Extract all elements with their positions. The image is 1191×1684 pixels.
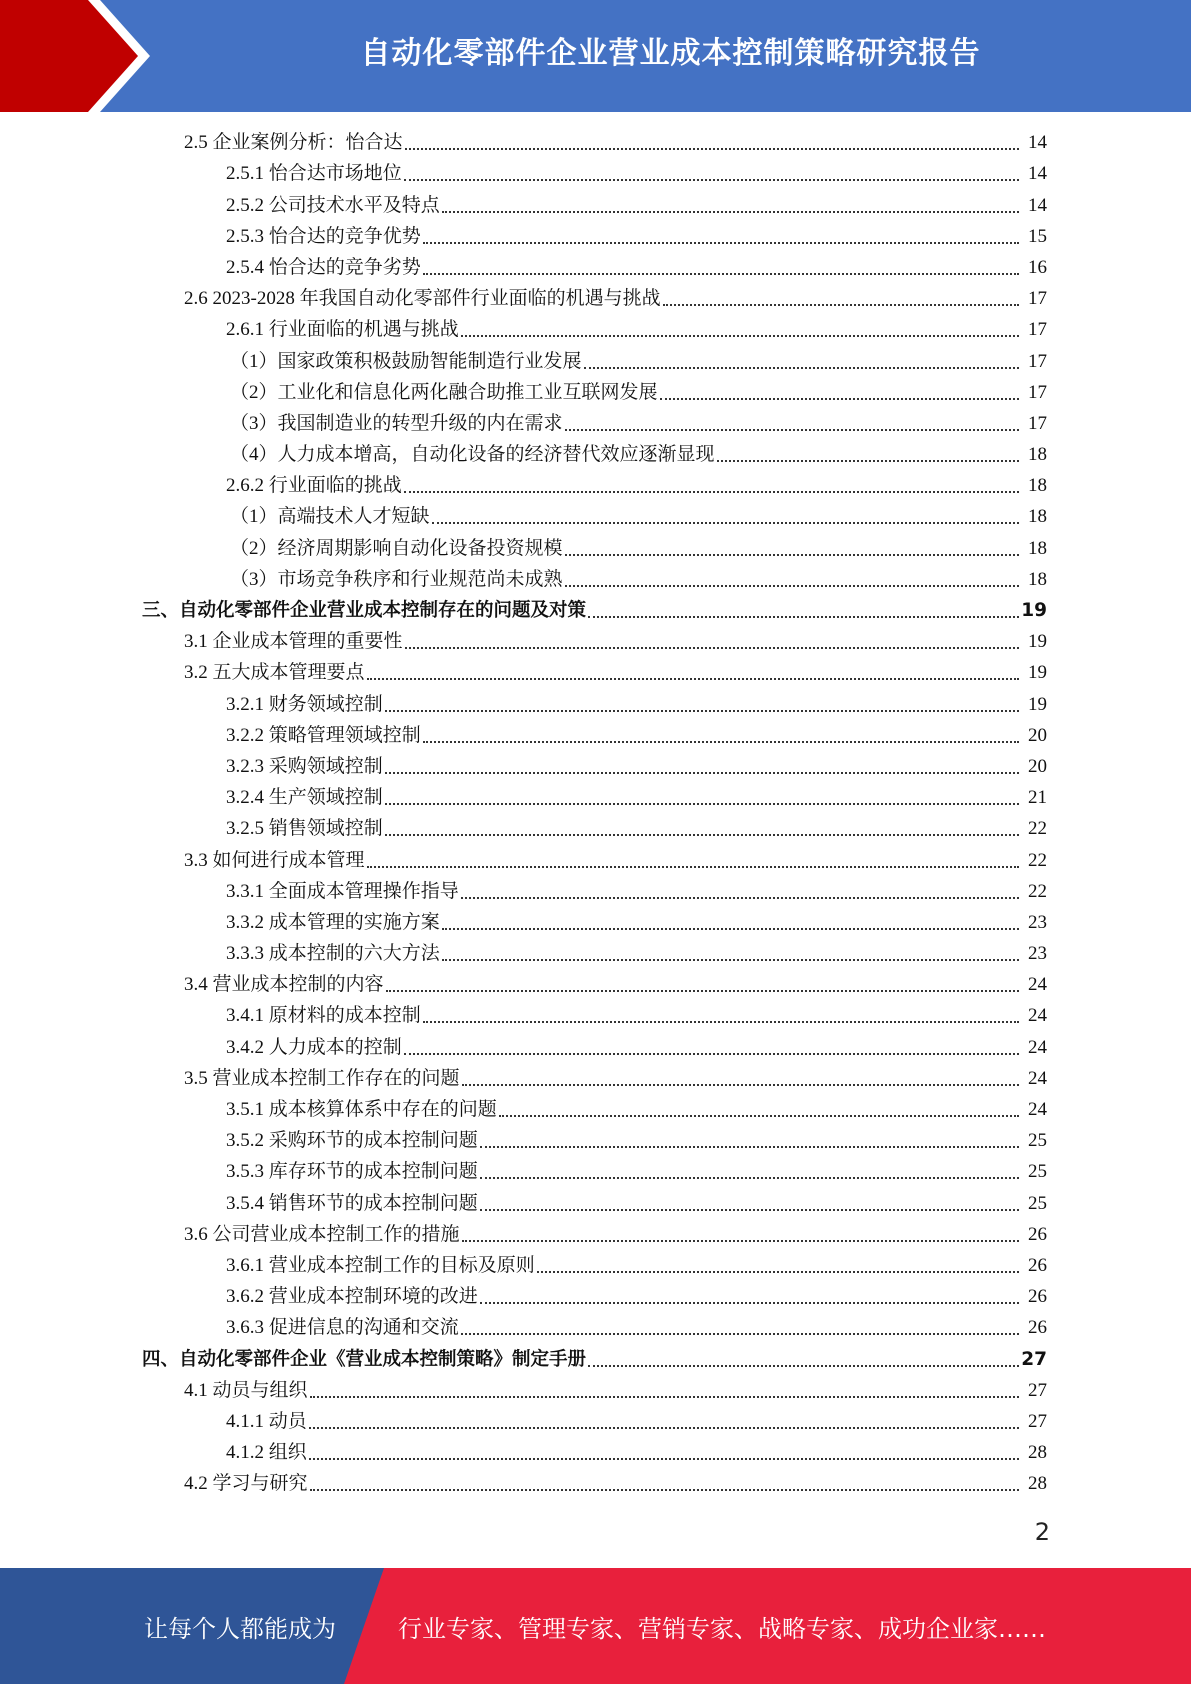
toc-entry-title: 4.1 动员与组织 [184,1379,308,1401]
toc-dot-leader [480,1146,1019,1148]
footer-slogan-right: 行业专家、管理专家、营销专家、战略专家、成功企业家…… [398,1614,1046,1643]
toc-entry-page: 18 [1028,568,1047,590]
toc-entry-title: 2.6.2 行业面临的挑战 [226,475,402,497]
toc-entry-page: 17 [1028,350,1047,372]
toc-entry[interactable] [0,253,1191,284]
toc-dot-leader [310,1396,1019,1398]
toc-dot-leader [588,616,1019,618]
toc-dot-leader [423,273,1019,275]
toc-entry-title: 2.5.4 怡合达的竞争劣势 [226,256,421,278]
toc-entry-title: 3.3.3 成本控制的六大方法 [226,943,440,965]
toc-entry[interactable] [0,565,1191,596]
toc-dot-leader [405,647,1019,649]
toc-dot-leader [423,1021,1019,1023]
toc-entry-title: 4.2 学习与研究 [184,1473,308,1495]
toc-entry-page: 17 [1028,319,1047,341]
toc-entry[interactable] [0,1157,1191,1188]
toc-entry-title: 3.3.1 全面成本管理操作指导 [226,880,459,902]
toc-entry-title: 3.6.1 营业成本控制工作的目标及原则 [226,1254,535,1276]
toc-entry[interactable] [0,1438,1191,1469]
toc-dot-leader [480,1302,1019,1304]
toc-entry-title: 2.6 2023-2028 年我国自动化零部件行业面临的机遇与挑战 [184,288,661,310]
toc-entry-page: 27 [1028,1379,1047,1401]
toc-dot-leader [432,522,1019,524]
toc-entry[interactable] [0,1407,1191,1438]
header-banner [0,0,1191,112]
toc-entry-page: 23 [1028,911,1047,933]
toc-entry[interactable] [0,440,1191,471]
toc-entry-page: 25 [1028,1130,1047,1152]
toc-dot-leader [480,1209,1019,1211]
toc-entry[interactable] [0,159,1191,190]
toc-entry-title: 3.5 营业成本控制工作存在的问题 [184,1067,460,1089]
toc-entry-page: 22 [1028,818,1047,840]
toc-dot-leader [404,1053,1019,1055]
toc-entry-page: 18 [1028,506,1047,528]
toc-entry[interactable] [0,533,1191,564]
toc-dot-leader [499,1115,1019,1117]
toc-dot-leader [442,211,1019,213]
toc-entry-title: （1）高端技术人才短缺 [230,506,430,528]
toc-entry[interactable] [0,1469,1191,1500]
toc-dot-leader [309,1458,1019,1460]
toc-entry-title: 3.6.3 促进信息的沟通和交流 [226,1317,459,1339]
toc-entry[interactable] [0,1032,1191,1063]
toc-dot-leader [423,741,1019,743]
toc-entry-page: 19 [1028,631,1047,653]
toc-entry[interactable] [0,1001,1191,1032]
toc-entry-title: 3.2.4 生产领域控制 [226,787,383,809]
toc-entry-title: （1）国家政策积极鼓励智能制造行业发展 [230,350,582,372]
toc-entry-page: 28 [1028,1442,1047,1464]
toc-entry-page: 22 [1028,849,1047,871]
toc-entry-page: 22 [1028,880,1047,902]
toc-dot-leader [663,304,1019,306]
toc-entry-title: 2.5.1 怡合达市场地位 [226,163,402,185]
toc-dot-leader [309,1427,1019,1429]
toc-dot-leader [565,429,1019,431]
toc-entry-title: 2.5.3 怡合达的竞争优势 [226,225,421,247]
toc-entry-page: 19 [1028,662,1047,684]
toc-entry-title: （2）工业化和信息化两化融合助推工业互联网发展 [230,381,658,403]
toc-entry-page: 17 [1028,381,1047,403]
toc-entry-page: 24 [1028,1099,1047,1120]
toc-entry[interactable] [0,845,1191,876]
toc-entry[interactable] [0,970,1191,1001]
toc-dot-leader [660,398,1019,400]
toc-entry[interactable] [0,1220,1191,1251]
toc-entry-title: 2.5.2 公司技术水平及特点 [226,194,440,216]
toc-entry-page: 15 [1028,225,1047,247]
toc-entry-title: 3.4.2 人力成本的控制 [226,1036,402,1058]
toc-entry-page: 27 [1028,1410,1047,1432]
toc-entry-page: 25 [1028,1161,1047,1183]
toc-dot-leader [442,928,1019,930]
toc-entry[interactable] [0,315,1191,346]
toc-entry-title: 3.3.2 成本管理的实施方案 [226,911,440,933]
toc-entry-page: 28 [1028,1473,1047,1495]
toc-entry-page: 16 [1028,256,1047,278]
toc-entry-title: 3.5.4 销售环节的成本控制问题 [226,1192,478,1214]
toc-dot-leader [461,1333,1019,1335]
toc-dot-leader [565,554,1019,556]
toc-entry-title: 3.4 营业成本控制的内容 [184,974,384,996]
toc-entry-title: （4）人力成本增高，自动化设备的经济替代效应逐渐显现 [230,444,715,466]
toc-entry[interactable] [0,346,1191,377]
toc-entry[interactable] [0,190,1191,221]
toc-dot-leader [588,1365,1019,1367]
footer-banner [0,1568,1191,1684]
toc-entry-page: 24 [1028,1067,1047,1089]
page-number: 2 [1034,1518,1050,1546]
toc-dot-leader [462,1084,1019,1086]
toc-entry[interactable] [0,1376,1191,1407]
toc-entry-title: 3.6.2 营业成本控制环境的改进 [226,1286,478,1308]
toc-entry[interactable] [0,596,1191,627]
toc-entry[interactable] [0,128,1191,159]
toc-entry-title: 3.5.2 采购环节的成本控制问题 [226,1130,478,1152]
toc-entry[interactable] [0,627,1191,658]
toc-entry-page: 14 [1028,132,1047,154]
toc-dot-leader [405,148,1019,150]
footer-slogan-left: 让每个人都能成为 [144,1614,336,1643]
toc-entry-title: （2）经济周期影响自动化设备投资规模 [230,537,563,559]
toc-dot-leader [461,897,1019,899]
toc-entry[interactable] [0,1126,1191,1157]
toc-dot-leader [310,1489,1019,1491]
toc-dot-leader [537,1271,1019,1273]
toc-entry-title: 4.1.1 动员 [226,1410,307,1432]
toc-entry[interactable] [0,752,1191,783]
toc-entry[interactable] [0,721,1191,752]
toc-entry[interactable] [0,502,1191,533]
toc-entry[interactable] [0,1251,1191,1282]
toc-entry[interactable] [0,939,1191,970]
toc-entry-page: 26 [1028,1317,1047,1339]
toc-entry-page: 24 [1028,1005,1047,1027]
toc-entry-title: 2.5 企业案例分析：怡合达 [184,132,403,154]
toc-dot-leader [385,710,1019,712]
toc-dot-leader [462,1240,1019,1242]
toc-entry-title: 四、自动化零部件企业《营业成本控制策略》制定手册 [142,1348,587,1370]
toc-dot-leader [461,335,1019,337]
toc-entry-title: （3）我国制造业的转型升级的内在需求 [230,412,563,434]
toc-dot-leader [423,242,1019,244]
toc-entry-page: 26 [1028,1254,1047,1276]
toc-entry[interactable] [0,658,1191,689]
toc-entry-page: 25 [1028,1192,1047,1214]
toc-dot-leader [367,866,1019,868]
toc-entry-page: 24 [1028,1036,1047,1058]
toc-entry[interactable] [0,1282,1191,1313]
toc-entry-title: 3.2.3 采购领域控制 [226,755,383,777]
toc-entry-title: 3.6 公司营业成本控制工作的措施 [184,1223,460,1245]
toc-entry-page: 14 [1028,194,1047,216]
toc-entry[interactable] [0,689,1191,720]
toc-entry[interactable] [0,1064,1191,1095]
toc-entry-title: 3.2.5 销售领域控制 [226,818,383,840]
toc-entry-title: 3.3 如何进行成本管理 [184,849,365,871]
toc-entry-page: 18 [1028,475,1047,497]
toc-entry-page: 20 [1028,755,1047,777]
table-of-contents [0,128,1191,1500]
toc-entry-title: 3.5.3 库存环节的成本控制问题 [226,1161,478,1183]
toc-dot-leader [404,179,1019,181]
toc-entry[interactable] [0,222,1191,253]
toc-entry-title: 3.2 五大成本管理要点 [184,662,365,684]
document-title: 自动化零部件企业营业成本控制策略研究报告 [360,36,981,71]
toc-dot-leader [385,834,1019,836]
toc-entry[interactable] [0,471,1191,502]
toc-entry-page: 26 [1028,1286,1047,1308]
toc-entry[interactable] [0,409,1191,440]
toc-entry[interactable] [0,1095,1191,1126]
toc-entry-title: （3）市场竞争秩序和行业规范尚未成熟 [230,568,563,590]
toc-entry[interactable] [0,908,1191,939]
toc-entry-page: 17 [1028,412,1047,434]
toc-entry-title: 2.6.1 行业面临的机遇与挑战 [226,319,459,341]
toc-entry-page: 19 [1028,693,1047,715]
toc-entry-title: 3.5.1 成本核算体系中存在的问题 [226,1099,497,1120]
toc-entry[interactable] [0,877,1191,908]
toc-entry-page: 18 [1028,444,1047,466]
toc-entry[interactable] [0,783,1191,814]
toc-entry-page: 20 [1028,724,1047,746]
toc-entry[interactable] [0,1188,1191,1219]
toc-entry-page: 21 [1028,787,1047,809]
toc-dot-leader [385,803,1019,805]
toc-entry-title: 三、自动化零部件企业营业成本控制存在的问题及对策 [142,600,587,621]
toc-entry[interactable] [0,814,1191,845]
toc-entry-title: 3.4.1 原材料的成本控制 [226,1005,421,1027]
toc-entry[interactable] [0,1344,1191,1375]
toc-entry-title: 4.1.2 组织 [226,1442,307,1464]
toc-entry-title: 3.1 企业成本管理的重要性 [184,631,403,653]
toc-dot-leader [385,772,1019,774]
toc-entry-page: 18 [1028,537,1047,559]
toc-entry-page: 19 [1021,600,1047,621]
toc-entry-page: 14 [1028,163,1047,185]
toc-dot-leader [367,678,1019,680]
toc-dot-leader [386,990,1019,992]
toc-dot-leader [480,1177,1019,1179]
toc-entry-page: 26 [1028,1223,1047,1245]
toc-entry[interactable] [0,1313,1191,1344]
toc-entry-title: 3.2.1 财务领域控制 [226,693,383,715]
toc-dot-leader [404,491,1019,493]
toc-entry-page: 24 [1028,974,1047,996]
toc-dot-leader [584,367,1019,369]
toc-dot-leader [442,959,1019,961]
toc-entry-page: 17 [1028,288,1047,310]
toc-entry-page: 27 [1021,1348,1047,1370]
toc-dot-leader [565,585,1019,587]
toc-entry-page: 23 [1028,943,1047,965]
toc-entry-title: 3.2.2 策略管理领域控制 [226,724,421,746]
toc-entry[interactable] [0,378,1191,409]
toc-dot-leader [717,460,1019,462]
toc-entry[interactable] [0,284,1191,315]
